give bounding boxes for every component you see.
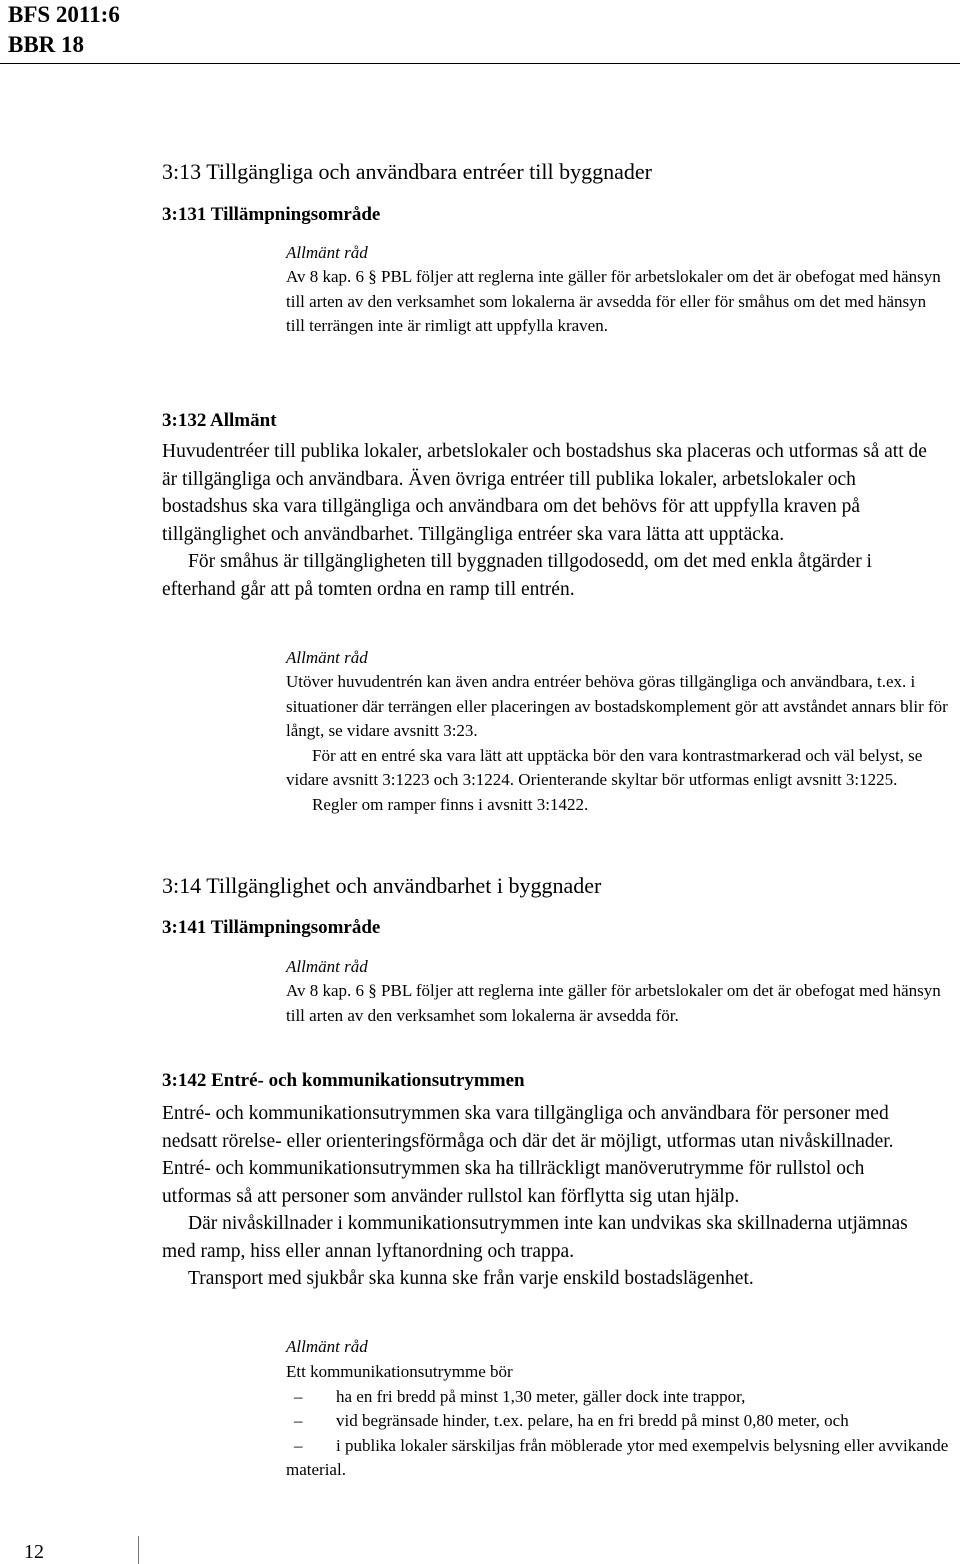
dash-list xyxy=(286,1385,958,1483)
section-heading-3-14: 3:14 Tillgänglighet och användbarhet i byggnader xyxy=(162,873,602,898)
allmant-rad-paragraph: Regler om ramper finns i avsnitt 3:1422. xyxy=(312,794,589,814)
subsection-heading-3-132: 3:132 Allmänt xyxy=(162,410,277,431)
dash-bullet: – xyxy=(294,1435,303,1455)
header-bbr: BBR 18 xyxy=(8,32,85,57)
body-paragraph: Transport med sjukbår ska kunna ske från varje enskild bostadslägenhet. xyxy=(188,1268,754,1289)
allmant-rad-paragraph: För att en entré ska vara lätt att upptäcka bör den vara kontrastmarkerad och väl belyst, se vidare avsnitt 3:1223 och 3:1224. Orienterande skyltar bör utformas enligt avsnitt 3:1225. xyxy=(286,745,923,789)
margin-divider xyxy=(62,1536,139,1564)
body-paragraph: Huvudentréer till publika lokaler, arbetslokaler och bostadshus ska placeras och utformas så att de är tillgängliga och användbara. Även övriga entréer till publika lokaler, arbetslokaler och bostadshus ska vara tillgängliga och användbara om det behövs för att uppfylla kraven på tillgänglighet och användbarhet. Tillgängliga entréer ska vara lätta att upptäcka. xyxy=(162,441,927,545)
body-paragraph: Där nivåskillnader i kommunikationsutrymmen inte kan undvikas ska skillnaderna utjämnas med ramp, hiss eller annan lyftanordning och trappa. xyxy=(162,1213,908,1262)
header-divider xyxy=(0,63,960,64)
allmant-rad-label: Allmänt råd xyxy=(286,957,368,976)
subsection-heading-3-141: 3:141 Tillämpningsområde xyxy=(162,917,381,938)
section-body-3-142 xyxy=(162,1100,932,1293)
header-bfs: BFS 2011:6 xyxy=(8,2,120,27)
list-item xyxy=(286,1385,958,1410)
allmant-rad-label: Allmänt råd xyxy=(286,648,368,667)
allmant-rad-label: Allmänt råd xyxy=(286,243,368,262)
list-item xyxy=(286,1434,958,1483)
allmant-rad-paragraph: Utöver huvudentrén kan även andra entréer behöva göras tillgängliga och användbara, t.ex. i situationer där terrängen eller placeringen av bostadskomplement gör att avståndet annars blir för långt, se vidare avsnitt 3:23. xyxy=(286,672,948,740)
allmant-rad-text: Av 8 kap. 6 § PBL följer att reglerna inte gäller för arbetslokaler om det är obefogat med hänsyn till arten av den verksamhet som lokalerna är avsedda för. xyxy=(286,981,941,1025)
allmant-rad-intro: Ett kommunikationsutrymme bör xyxy=(286,1362,513,1381)
subsection-heading-3-131: 3:131 Tillämpningsområde xyxy=(162,204,381,225)
dash-bullet: – xyxy=(294,1411,303,1430)
document-header xyxy=(8,0,120,60)
section-heading-3-13: 3:13 Tillgängliga och användbara entréer till byggnader xyxy=(162,159,652,184)
body-paragraph: För småhus är tillgängligheten till byggnaden tillgodosedd, om det med enkla åtgärder i efterhand går att på tomten ordna en ramp till entrén. xyxy=(162,551,872,600)
list-item xyxy=(286,1409,958,1434)
allmant-rad-block xyxy=(286,670,958,817)
section-body-3-132 xyxy=(162,438,937,603)
allmant-rad-block xyxy=(286,1360,958,1483)
body-paragraph: Entré- och kommunikationsutrymmen ska vara tillgängliga och användbara för personer med nedsatt rörelse- eller orienteringsförmåga och där det är möjligt, utformas utan nivåskillnader. Entré- och kommunikationsutrymmen ska ha tillräckligt manöverutrymme för rullstol och utformas så att personer som använder rullstol kan förflytta sig utan hjälp. xyxy=(162,1103,894,1207)
list-item-text: i publika lokaler särskiljas från möblerade ytor med exempelvis belysning eller avvikande material. xyxy=(286,1435,949,1479)
dash-bullet: – xyxy=(294,1386,303,1406)
allmant-rad-text: Av 8 kap. 6 § PBL följer att reglerna inte gäller för arbetslokaler om det är obefogat med hänsyn till arten av den verksamhet som lokalerna är avsedda för eller för småhus om det med hänsyn till terrängen inte är rimligt att uppfylla kraven. xyxy=(286,267,941,335)
allmant-rad-label: Allmänt råd xyxy=(286,1337,368,1356)
list-item-text: vid begränsade hinder, t.ex. pelare, ha en fri bredd på minst 0,80 meter, och xyxy=(336,1411,849,1430)
subsection-heading-3-142: 3:142 Entré- och kommunikationsutrymmen xyxy=(162,1070,525,1091)
page-number: 12 xyxy=(24,1541,44,1563)
list-item-text: ha en fri bredd på minst 1,30 meter, gäller dock inte trappor, xyxy=(336,1386,746,1406)
